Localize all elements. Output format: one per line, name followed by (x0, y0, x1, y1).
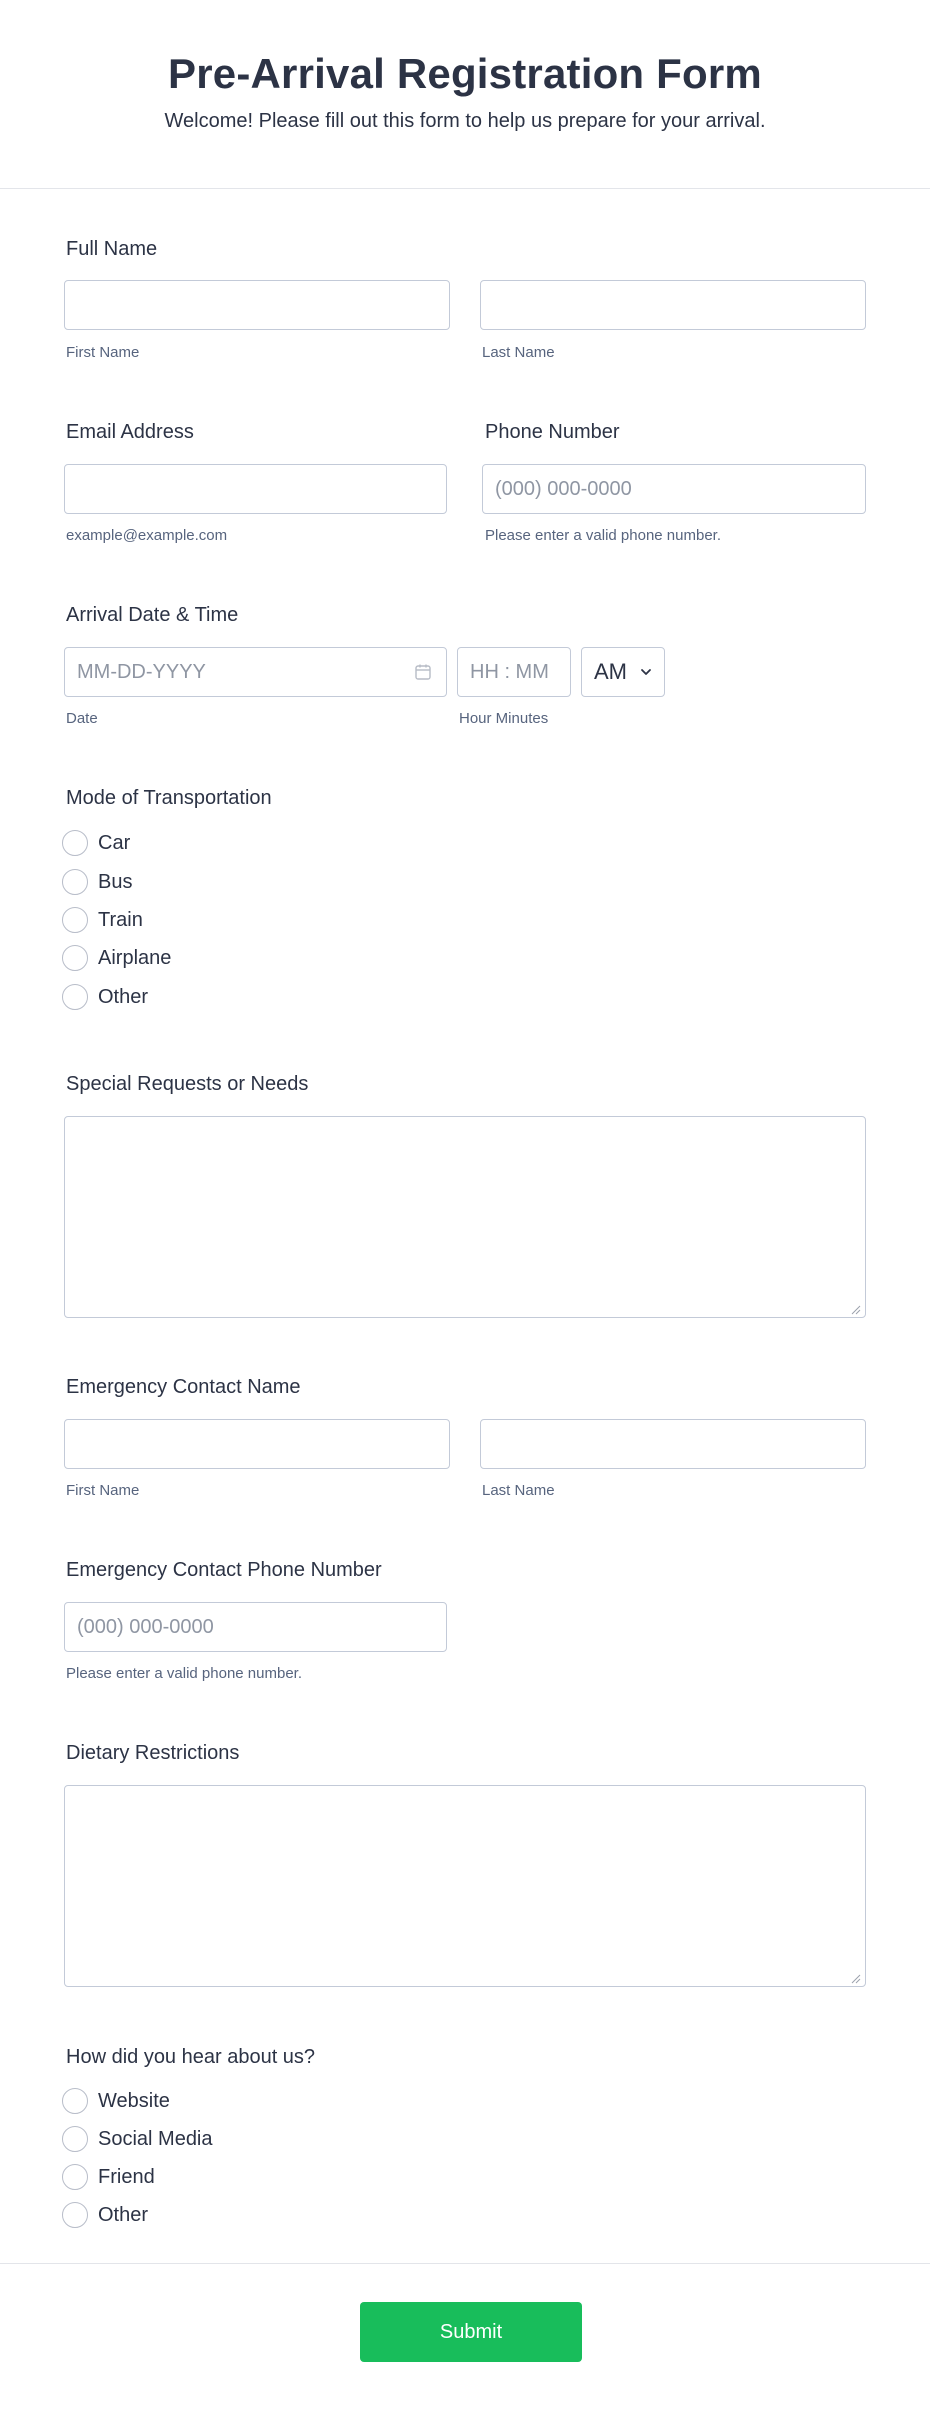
emergency-first-sublabel: First Name (66, 1482, 140, 1499)
radio-label: Train (98, 908, 143, 931)
transportation-option-other[interactable] (62, 983, 148, 1011)
radio-button[interactable] (62, 907, 88, 933)
arrival-time-input[interactable] (457, 647, 571, 697)
first-name-sublabel: First Name (66, 344, 140, 361)
radio-button[interactable] (62, 2126, 88, 2152)
radio-button[interactable] (62, 830, 88, 856)
first-name-input[interactable] (64, 280, 450, 330)
phone-sublabel: Please enter a valid phone number. (485, 527, 721, 544)
transportation-label: Mode of Transportation (66, 787, 272, 809)
ampm-select[interactable] (581, 647, 665, 697)
last-name-input[interactable] (480, 280, 866, 330)
footer-divider (0, 2263, 930, 2264)
resize-handle-icon[interactable] (851, 1974, 861, 1984)
emergency-phone-input[interactable] (64, 1602, 447, 1652)
hear-about-option-social-media[interactable] (62, 2125, 213, 2153)
emergency-phone-sublabel: Please enter a valid phone number. (66, 1665, 302, 1682)
hear-about-option-friend[interactable] (62, 2163, 155, 2191)
dietary-textarea[interactable] (64, 1785, 866, 1987)
submit-button[interactable]: Submit (360, 2302, 582, 2362)
special-requests-label: Special Requests or Needs (66, 1073, 309, 1095)
radio-label: Website (98, 2089, 170, 2112)
radio-label: Car (98, 831, 131, 854)
radio-label: Other (98, 985, 149, 1008)
radio-label: Bus (98, 870, 133, 893)
phone-label: Phone Number (485, 421, 620, 443)
calendar-icon[interactable] (414, 663, 432, 681)
radio-button[interactable] (62, 984, 88, 1010)
transportation-option-bus[interactable] (62, 868, 132, 896)
email-input[interactable] (64, 464, 447, 514)
date-sublabel: Date (66, 710, 98, 727)
emergency-name-label: Emergency Contact Name (66, 1376, 301, 1398)
radio-button[interactable] (62, 869, 88, 895)
email-sublabel: example@example.com (66, 527, 228, 544)
form-title: Pre-Arrival Registration Form (168, 50, 762, 97)
dietary-label: Dietary Restrictions (66, 1742, 240, 1764)
radio-label: Social Media (98, 2127, 213, 2150)
radio-button[interactable] (62, 2088, 88, 2114)
time-sublabel: Hour Minutes (459, 710, 549, 727)
arrival-date-input[interactable] (64, 647, 447, 697)
radio-button[interactable] (62, 2164, 88, 2190)
special-requests-textarea[interactable] (64, 1116, 866, 1318)
radio-button[interactable] (62, 945, 88, 971)
phone-input[interactable] (482, 464, 866, 514)
emergency-last-sublabel: Last Name (482, 1482, 555, 1499)
transportation-option-train[interactable] (62, 906, 143, 934)
emergency-last-name-input[interactable] (480, 1419, 866, 1469)
hear-about-label: How did you hear about us? (66, 2046, 316, 2068)
emergency-first-name-input[interactable] (64, 1419, 450, 1469)
arrival-label: Arrival Date & Time (66, 604, 239, 626)
radio-label: Airplane (98, 946, 172, 969)
ampm-value: AM (594, 659, 627, 684)
emergency-phone-label: Emergency Contact Phone Number (66, 1559, 382, 1581)
last-name-sublabel: Last Name (482, 344, 555, 361)
form-subtitle: Welcome! Please fill out this form to help us prepare for your arrival. (164, 110, 766, 132)
resize-handle-icon[interactable] (851, 1305, 861, 1315)
radio-button[interactable] (62, 2202, 88, 2228)
full-name-label: Full Name (66, 238, 158, 260)
transportation-option-airplane[interactable] (62, 944, 171, 972)
radio-label: Friend (98, 2165, 155, 2188)
transportation-option-car[interactable] (62, 829, 130, 857)
email-label: Email Address (66, 421, 194, 443)
hear-about-option-other[interactable] (62, 2201, 148, 2229)
hear-about-option-website[interactable] (62, 2087, 170, 2115)
radio-label: Other (98, 2203, 149, 2226)
chevron-down-icon (639, 665, 653, 679)
form-header (0, 0, 930, 189)
